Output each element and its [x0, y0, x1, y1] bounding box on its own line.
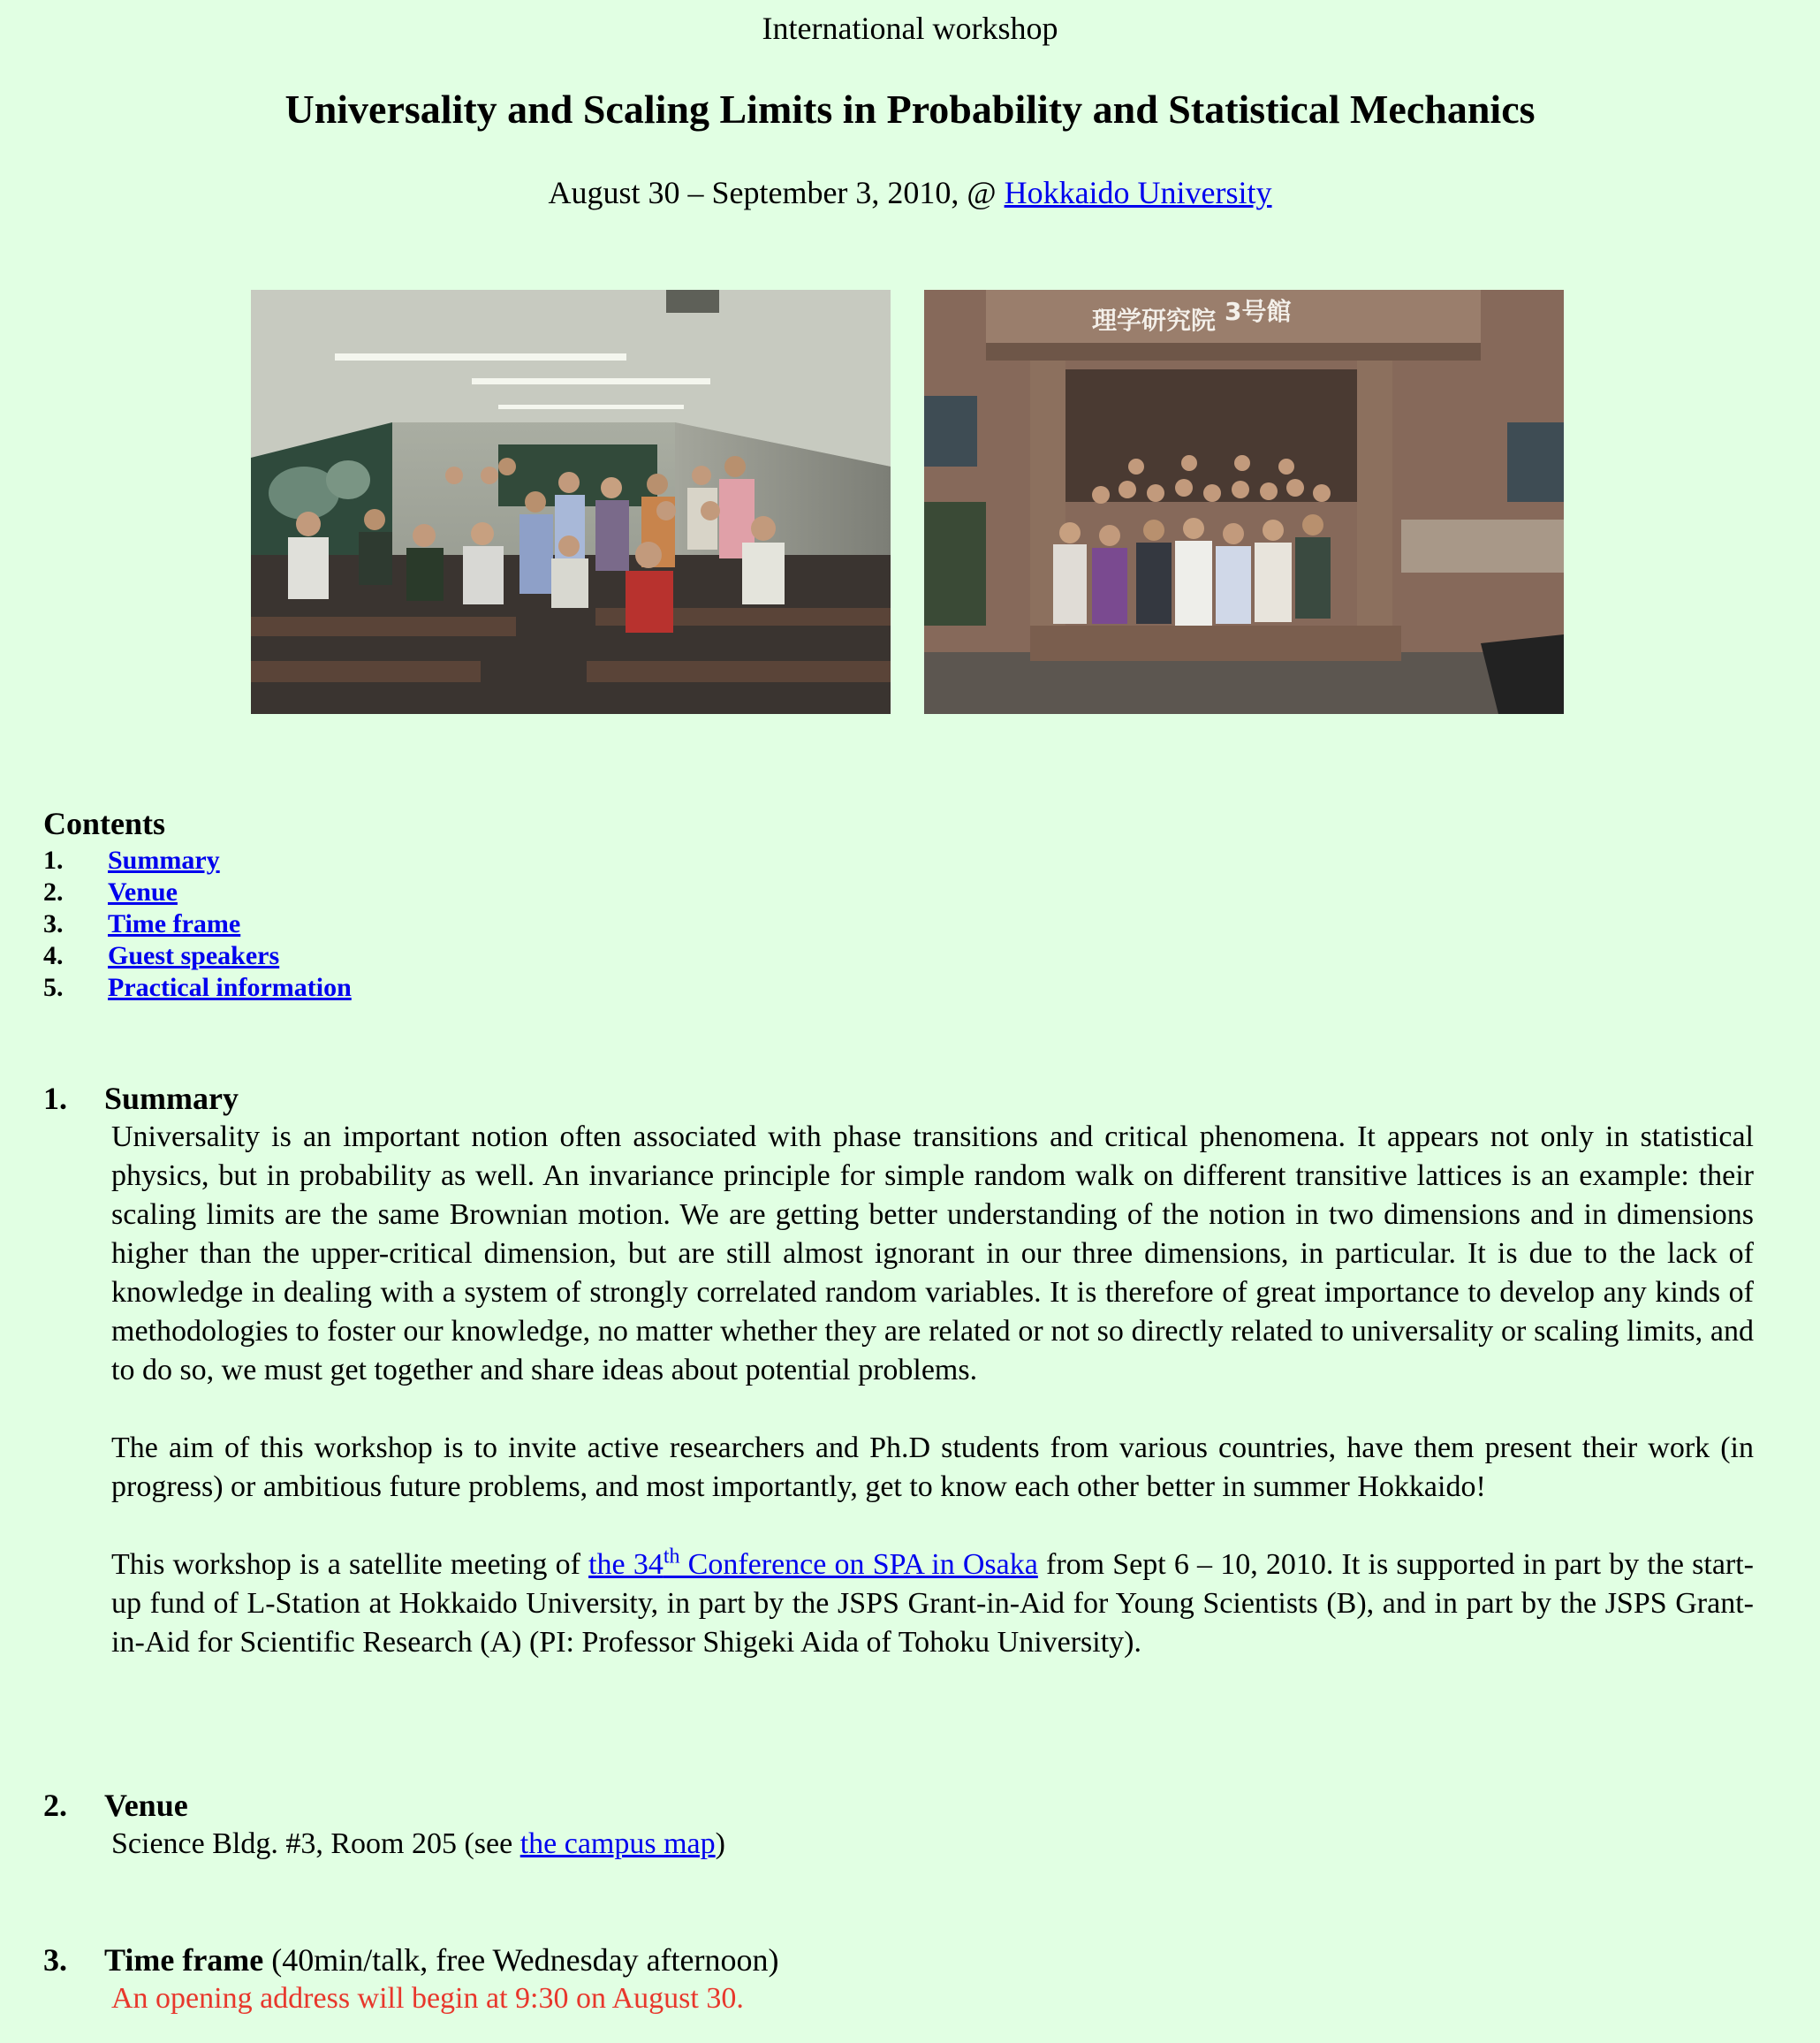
toc-item-venue: [43, 877, 178, 908]
spa-link-text-a: the 34: [588, 1548, 664, 1581]
workshop-dates: [0, 173, 1820, 212]
opening-address-notice: An opening address will begin at 9:30 on August 30.: [111, 1982, 744, 2015]
toc-number: 5.: [43, 973, 64, 1002]
toc-number: 1.: [43, 846, 64, 875]
toc-item-time-frame: [43, 908, 241, 940]
venue-text-after: ): [715, 1827, 725, 1860]
building-photo-art: [924, 290, 1564, 714]
para3-before: This workshop is a satellite meeting of: [111, 1548, 589, 1581]
summary-paragraph-3: [111, 1546, 1754, 1662]
toc-item-summary: [43, 845, 220, 877]
toc-link-summary[interactable]: Summary: [108, 846, 220, 875]
section-number: 1.: [43, 1081, 67, 1116]
time-frame-heading: [43, 1940, 1754, 1979]
spa-conference-link[interactable]: [588, 1545, 1038, 1581]
page-title: Universality and Scaling Limits in Probability and Statistical Mechanics: [284, 87, 1536, 132]
summary-body: [111, 1118, 1754, 1662]
classroom-group-photo: [251, 290, 891, 714]
spa-link-text-b: Conference on SPA in Osaka: [679, 1548, 1038, 1581]
toc-number: 2.: [43, 877, 64, 907]
spa-link-superscript: th: [663, 1545, 680, 1568]
workshop-kicker: International workshop: [762, 11, 1058, 46]
classroom-photo-art: [251, 290, 891, 714]
venue-text: [111, 1825, 1754, 1864]
toc-item-practical-information: [43, 972, 352, 1004]
section-number: 3.: [43, 1942, 67, 1978]
toc-link-time-frame[interactable]: Time frame: [108, 909, 241, 938]
section-title: Summary: [104, 1081, 239, 1116]
building-sign-left: 理学研究院: [1092, 306, 1217, 335]
toc-link-venue[interactable]: Venue: [108, 877, 178, 907]
time-frame-section: [43, 1940, 1754, 2018]
summary-section: [43, 1079, 1754, 1662]
dates-text: August 30 – September 3, 2010, @: [548, 175, 1005, 210]
toc-link-guest-speakers[interactable]: Guest speakers: [108, 941, 280, 970]
campus-map-link[interactable]: the campus map: [519, 1827, 716, 1860]
para3-after: from Sept 6 – 10, 2010. It is supported in part by the start-up fund of L-Station at Hokkaido University, in part by the JSPS Grant-in-Aid for Young Scientists (B), and in part by the JSPS Grant-in-Aid for Scientific Research (A) (PI: Professor Shigeki Aida of Tohoku University).: [111, 1548, 1754, 1659]
toc-number: 3.: [43, 909, 64, 938]
hokkaido-university-link[interactable]: Hokkaido University: [1004, 175, 1272, 210]
building-entrance-group-photo: [924, 290, 1564, 714]
venue-section: [43, 1786, 1754, 1864]
section-title: [104, 1940, 779, 1979]
summary-heading: [43, 1079, 1754, 1118]
section-number: 2.: [43, 1788, 67, 1823]
summary-paragraph-2: The aim of this workshop is to invite active researchers and Ph.D students from various countries, have them present their work (in progress) or ambitious future problems, and most importantly, get to know each other better in summer Hokkaido!: [111, 1432, 1754, 1503]
venue-body: [111, 1825, 1754, 1864]
time-frame-body: [111, 1979, 1754, 2018]
section-title: Venue: [104, 1788, 188, 1823]
table-of-contents: [43, 804, 352, 1004]
toc-item-guest-speakers: [43, 940, 280, 972]
venue-text-before: Science Bldg. #3, Room 205 (see: [111, 1827, 520, 1860]
time-frame-title: Time frame: [104, 1942, 264, 1978]
building-sign-right: 3号館: [1225, 297, 1292, 326]
toc-link-practical-information[interactable]: Practical information: [108, 973, 352, 1002]
venue-heading: [43, 1786, 1754, 1825]
time-frame-note: (40min/talk, free Wednesday afternoon): [263, 1942, 779, 1978]
contents-heading: Contents: [43, 806, 166, 841]
toc-number: 4.: [43, 941, 64, 970]
summary-paragraph-1: Universality is an important notion often associated with phase transitions and critical phenomena. It appears not only in statistical physics, but in probability as well. An invariance principle for simple random walk on different transitive lattices is an example: their scaling limits are the same Brownian motion. We are getting better understanding of the notion in two dimensions and in dimensions higher than the upper-critical dimension, but are still almost ignorant in our three dimensions, in particular. It is due to the lack of knowledge in dealing with a system of strongly correlated random variables. It is therefore of great importance to develop any kinds of methodologies to foster our knowledge, no matter whether they are related or not so directly related to universality or scaling limits, and to do so, we must get together and share ideas about potential problems.: [111, 1120, 1754, 1386]
